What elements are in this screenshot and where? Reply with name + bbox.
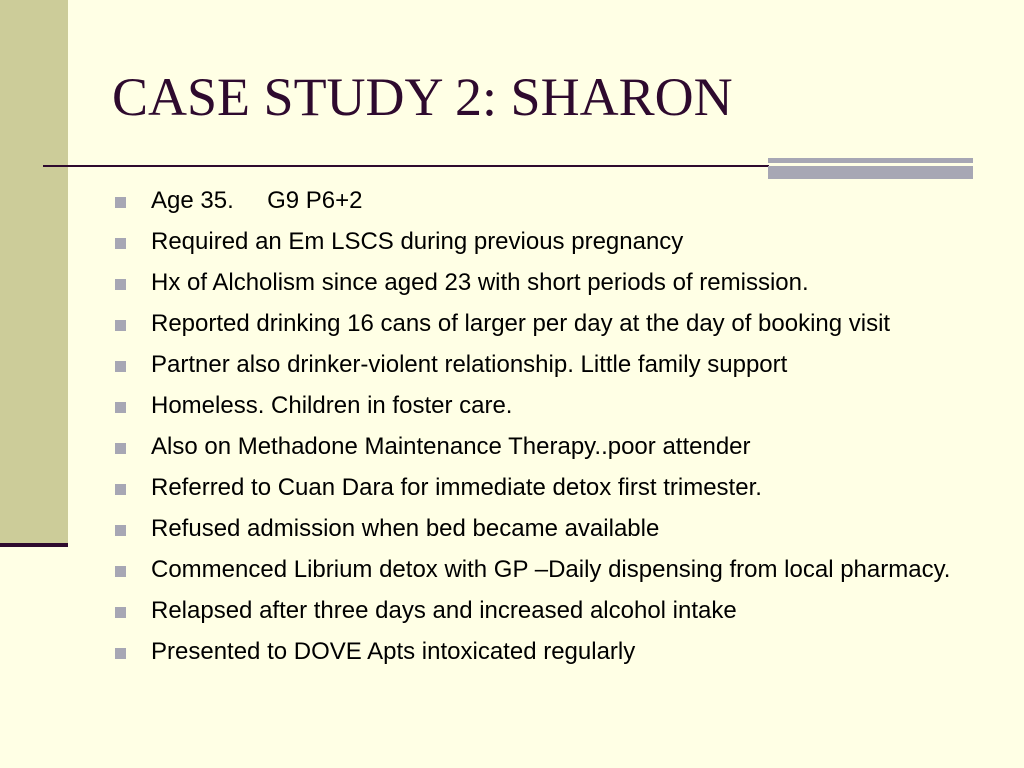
bullet-text: Relapsed after three days and increased alcohol intake (151, 597, 737, 624)
bullet-item (112, 266, 992, 300)
bullet-item (112, 348, 992, 382)
accent-stripe (768, 158, 973, 163)
bullet-text: Refused admission when bed became available (151, 515, 660, 542)
square-bullet-icon (115, 361, 126, 372)
bullet-text: Partner also drinker-violent relationship. Little family support (151, 351, 788, 378)
bullet-item (112, 635, 992, 669)
square-bullet-icon (115, 566, 126, 577)
bullet-item (112, 225, 992, 259)
accent-stripe (768, 166, 973, 179)
bullet-item (112, 471, 992, 505)
square-bullet-icon (115, 607, 126, 618)
square-bullet-icon (115, 279, 126, 290)
bullet-text: Hx of Alcholism since aged 23 with short periods of remission. (151, 269, 809, 296)
bullet-text: Required an Em LSCS during previous pregnancy (151, 228, 684, 255)
square-bullet-icon (115, 320, 126, 331)
square-bullet-icon (115, 402, 126, 413)
bullet-text: Also on Methadone Maintenance Therapy..poor attender (151, 433, 751, 460)
square-bullet-icon (115, 443, 126, 454)
bullet-item (112, 594, 992, 628)
bullet-item (112, 553, 992, 587)
bullet-item (112, 184, 992, 218)
square-bullet-icon (115, 484, 126, 495)
bullet-text: Homeless. Children in foster care. (151, 392, 513, 419)
bullet-text: Referred to Cuan Dara for immediate detox first trimester. (151, 474, 762, 501)
bullet-list (112, 184, 992, 676)
bullet-text: Reported drinking 16 cans of larger per day at the day of booking visit (151, 310, 891, 337)
square-bullet-icon (115, 197, 126, 208)
title-divider-line (43, 165, 769, 167)
bullet-item (112, 430, 992, 464)
bullet-item (112, 307, 992, 341)
bullet-item (112, 389, 992, 423)
square-bullet-icon (115, 648, 126, 659)
left-bar-underline (0, 543, 68, 547)
bullet-text: Age 35. G9 P6+2 (151, 187, 363, 214)
bullet-text: Commenced Librium detox with GP –Daily dispensing from local pharmacy. (151, 556, 951, 583)
slide-title: CASE STUDY 2: SHARON (112, 67, 733, 127)
square-bullet-icon (115, 525, 126, 536)
square-bullet-icon (115, 238, 126, 249)
bullet-text: Presented to DOVE Apts intoxicated regularly (151, 638, 636, 665)
bullet-item (112, 512, 992, 546)
left-decorative-bar (0, 0, 68, 545)
accent-bar (768, 158, 973, 180)
